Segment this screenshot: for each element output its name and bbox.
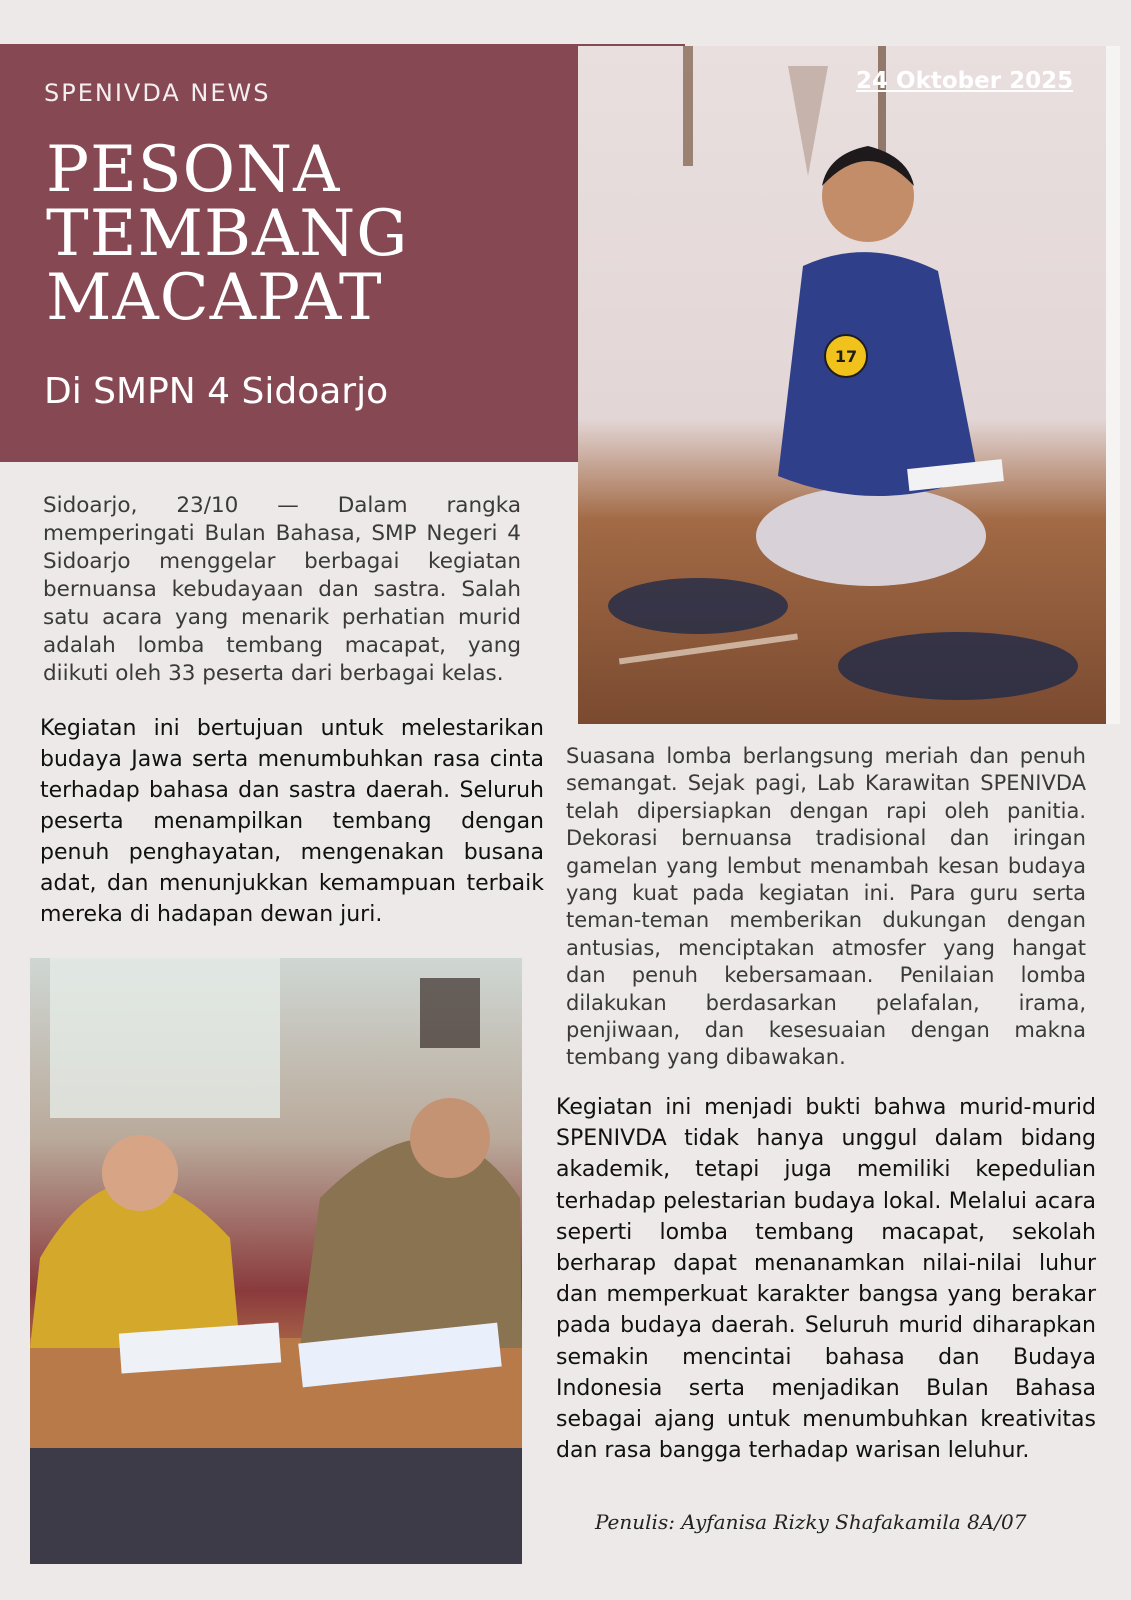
author-credit: Penulis: Ayfanisa Rizky Shafakamila 8A/07	[595, 1510, 1027, 1534]
article-paragraph: Kegiatan ini menjadi bukti bahwa murid-murid SPENIVDA tidak hanya unggul dalam bidang akademik, tetapi juga memiliki kepedulian terhadap pelestarian budaya lokal. Melalui acara seperti lomba tembang macapat, sekolah berharap dapat menanamkan nilai-nilai luhur dan memperkuat karakter bangsa yang berakar pada budaya daerah. Seluruh murid diharapkan semakin mencintai bahasa dan Budaya Indonesia serta menjadikan Bulan Bahasa sebagai ajang untuk menumbuhkan kreativitas dan rasa bangga terhadap warisan leluhur.	[556, 1095, 1096, 1464]
participant-number-badge: 17	[834, 347, 858, 366]
article-paragraph: Sidoarjo, 23/10 — Dalam rangka memperingati Bulan Bahasa, SMP Negeri 4 Sidoarjo menggelar berbagai kegiatan bernuansa kebudayaan dan sastra. Salah satu acara yang menarik perhatian murid adalah lomba tembang macapat, yang diikuti oleh 33 peserta dari berbagai kelas.	[43, 493, 521, 686]
article-paragraph: Kegiatan ini bertujuan untuk melestarikan budaya Jawa serta menumbuhkan rasa cinta terhadap bahasa dan sastra daerah. Seluruh peserta menampilkan tembang dengan penuh penghayatan, mengenakan busana adat, dan menunjukkan kemampuan terbaik mereka di hadapan dewan juri.	[40, 716, 544, 927]
title-line: PESONA	[46, 133, 341, 207]
page-title	[46, 133, 646, 335]
photo-judges	[30, 958, 522, 1564]
article-paragraph: Suasana lomba berlangsung meriah dan penuh semangat. Sejak pagi, Lab Karawitan SPENIVDA telah dipersiapkan dengan rapi oleh panitia. Dekorasi bernuansa tradisional dan iringan gamelan yang lembut menambah kesan budaya yang kuat pada kegiatan ini. Para guru serta teman-teman memberikan dukungan dengan antusias, menciptakan atmosfer yang hangat dan penuh kebersamaan. Penilaian lomba dilakukan berdasarkan pelafalan, irama, penjiwaan, dan kesesuaian dengan makna tembang yang dibawakan.	[566, 744, 1086, 1070]
title-line: MACAPAT	[46, 261, 383, 335]
judges-illustration	[30, 958, 522, 1564]
title-line: TEMBANG	[46, 197, 409, 271]
publish-date: 24 Oktober 2025	[856, 68, 1074, 94]
performer-illustration	[578, 46, 1106, 724]
news-kicker: SPENIVDA NEWS	[44, 79, 271, 107]
photo-macapat-performer	[578, 46, 1120, 724]
page-subtitle: Di SMPN 4 Sidoarjo	[44, 371, 389, 412]
